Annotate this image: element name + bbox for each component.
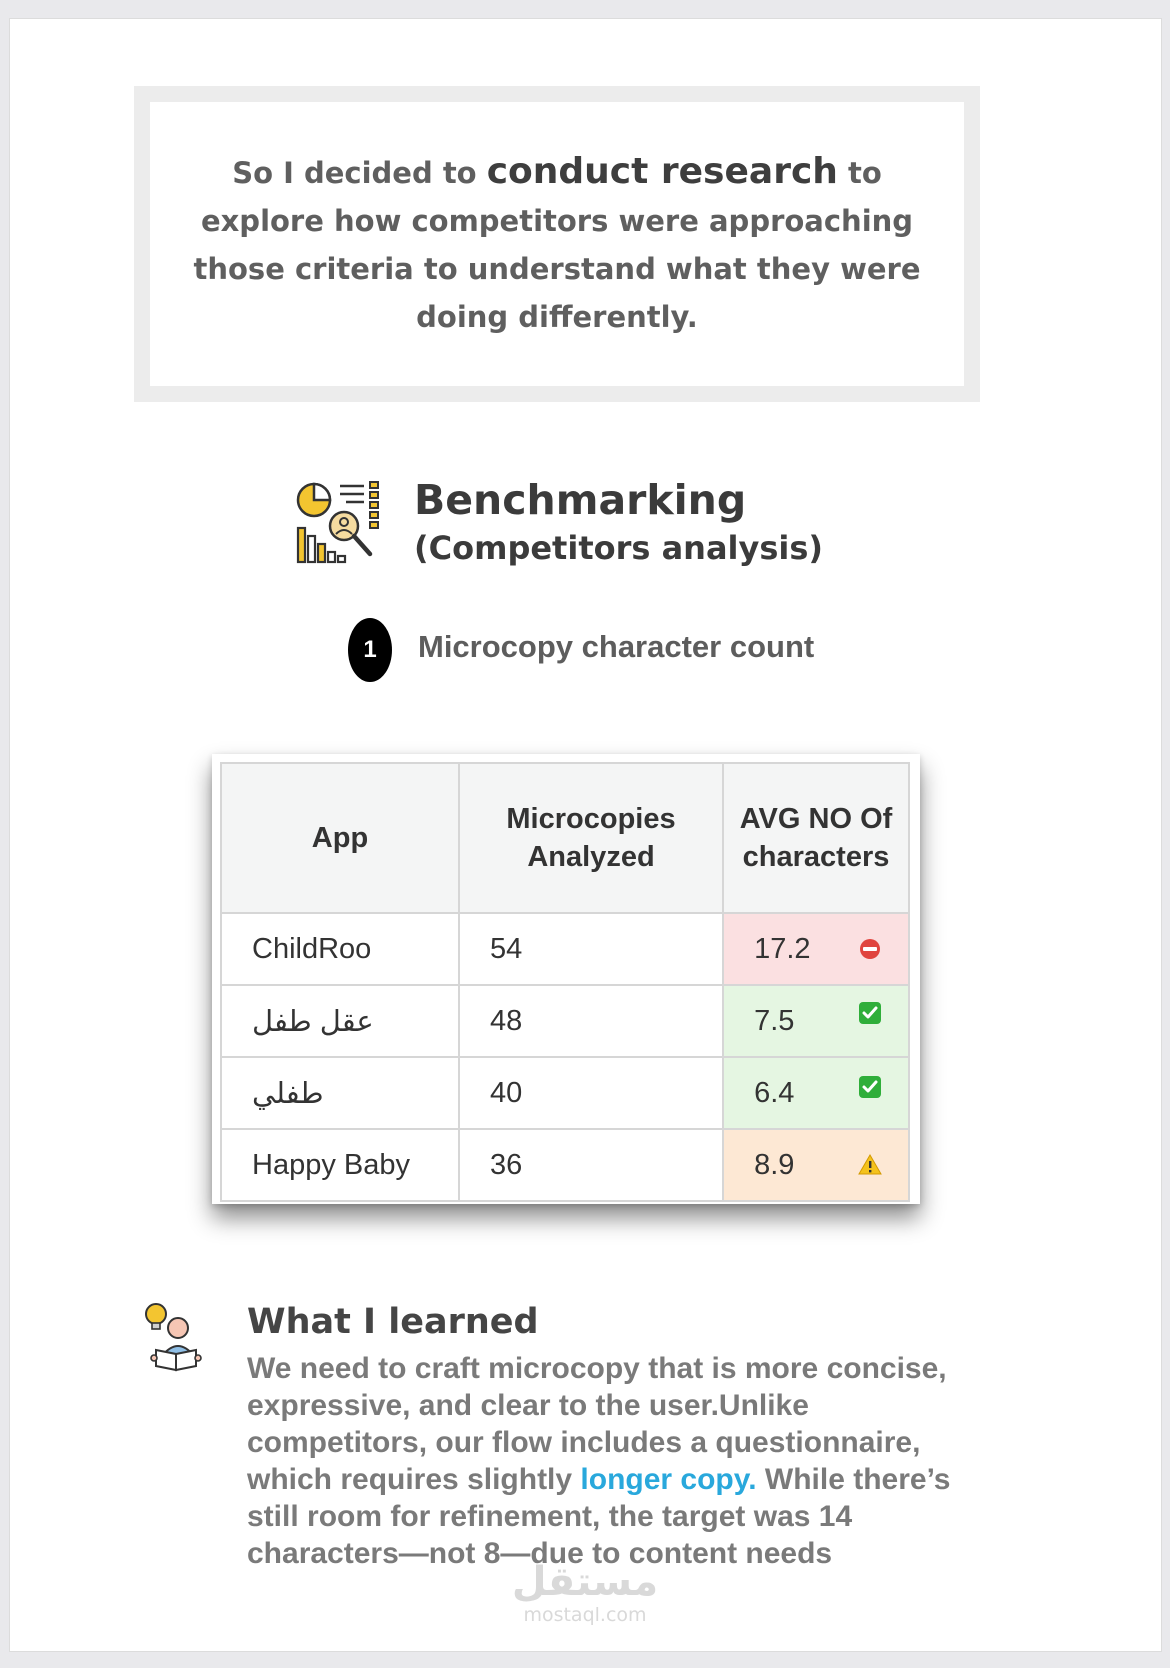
benchmark-subtitle: (Competitors analysis) (414, 529, 824, 567)
cell-avg (723, 1057, 909, 1129)
learned-title: What I learned (247, 1302, 539, 1342)
header-avg-characters: AVG NO Of characters (723, 763, 909, 913)
watermark-site: mostaql.com (523, 1604, 647, 1626)
quote-pre: So I decided to (232, 155, 487, 190)
learned-body-text: We need to craft microcopy that is more concise, expressive, and clear to the user.Unlike competitors, our flow includes a questionnaire, which requires slightly (247, 1352, 947, 1496)
quote-emphasis: conduct research (486, 150, 838, 192)
reading-person-idea-icon (142, 1300, 206, 1374)
cell-analyzed: 40 (459, 1057, 723, 1129)
cell-app: Happy Baby (221, 1129, 459, 1201)
cell-analyzed: 48 (459, 985, 723, 1057)
learned-body (247, 1350, 967, 1572)
cell-app: عقل طفل (221, 985, 459, 1057)
cell-avg (723, 985, 909, 1057)
warning-icon (858, 1153, 882, 1177)
table-row (221, 985, 909, 1057)
cell-avg-value: 8.9 (754, 1148, 795, 1181)
header-microcopies-analyzed: Microcopies Analyzed (459, 763, 723, 913)
header-app: App (221, 763, 459, 913)
no-entry-icon (858, 937, 882, 961)
benchmark-table (220, 762, 910, 1202)
check-mark-icon (858, 1075, 882, 1099)
table-row (221, 913, 909, 985)
table-row (221, 1129, 909, 1201)
quote-post: to explore how competitors were approaching those criteria to understand what they were doing differently. (193, 155, 921, 334)
step-number-badge: 1 (348, 618, 392, 682)
cell-analyzed: 36 (459, 1129, 723, 1201)
cell-avg-value: 17.2 (754, 932, 811, 965)
cell-app: طفلي (221, 1057, 459, 1129)
benchmark-table-card (212, 754, 920, 1204)
quote-text (187, 148, 927, 341)
quote-box (150, 102, 964, 386)
cell-analyzed: 54 (459, 913, 723, 985)
mostaql-watermark (510, 1560, 660, 1626)
cell-avg (723, 1129, 909, 1201)
table-row (221, 1057, 909, 1129)
learned-highlight: longer copy. (580, 1463, 757, 1496)
step-label: Microcopy character count (418, 629, 815, 664)
cell-avg (723, 913, 909, 985)
cell-avg-value: 7.5 (754, 1004, 795, 1037)
watermark-arabic-logo: مستقل (511, 1559, 659, 1605)
cell-avg-value: 6.4 (754, 1076, 795, 1109)
check-mark-icon (858, 1001, 882, 1025)
learned-body-text-end: While there’s still room for refinement, the target was 14 characters—not 8—due to content needs (247, 1463, 951, 1570)
cell-app: ChildRoo (221, 913, 459, 985)
benchmark-analysis-icon (294, 478, 390, 574)
benchmark-title: Benchmarking (414, 476, 747, 524)
table-header-row (221, 763, 909, 913)
